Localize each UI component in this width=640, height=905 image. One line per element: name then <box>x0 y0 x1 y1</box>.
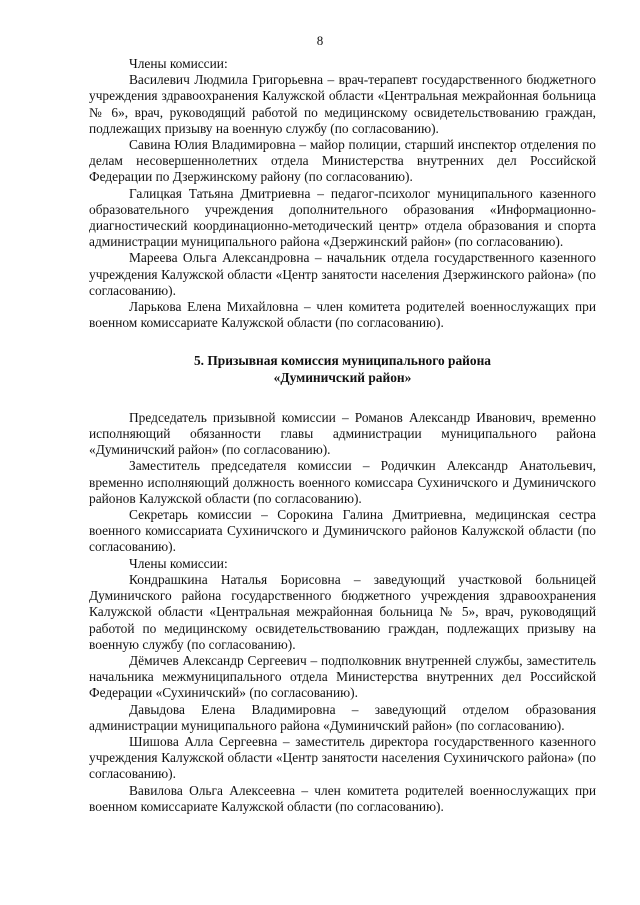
section-heading-line: «Думиничский район» <box>273 369 412 385</box>
chairman-paragraph: Председатель призывной комиссии – Романов Александр Иванович, временно исполняющий обязанности главы администрации муниципального района «Думиничский район» (по согласованию). <box>89 409 596 458</box>
section-heading-line: 5. Призывная комиссия муниципального района <box>193 353 491 369</box>
member-paragraph: Савина Юлия Владимировна – майор полиции, старший инспектор отделения по делам несовершеннолетних отдела Министерства внутренних дел Российской Федерации по Дзержинскому району (по согласованию). <box>89 137 596 185</box>
secretary-paragraph: Секретарь комиссии – Сорокина Галина Дмитриевна, медицинская сестра военного комиссариата Сухиничского и Думиничского районов Калужской области (по согласованию). <box>89 507 596 555</box>
members-label: Члены комиссии: <box>129 56 228 71</box>
section-heading <box>89 353 596 385</box>
member-paragraph: Шишова Алла Сергеевна – заместитель директора государственного казенного учреждения Калужской области «Центр занятости населения Сухиничского района» (по согласованию). <box>89 733 596 782</box>
document-body <box>89 56 596 815</box>
page-number: 8 <box>316 33 324 48</box>
member-paragraph: Василевич Людмила Григорьевна – врач-терапевт государственного бюджетного учреждения здравоохранения Калужской области «Центральная межрайонная больница № 6», врач, руководящий работой по медицинскому освидетельствованию граждан, подлежащих призыву на военную службу (по согласованию). <box>89 72 596 136</box>
member-paragraph: Давыдова Елена Владимировна – заведующий отделом образования администрации муниципального района «Думиничский район» (по согласованию). <box>89 701 596 733</box>
member-paragraph: Вавилова Ольга Алексеевна – член комитета родителей военнослужащих при военном комиссариате Калужской области (по согласованию). <box>89 782 596 814</box>
members-label: Члены комиссии: <box>129 555 228 571</box>
member-paragraph: Галицкая Татьяна Дмитриевна – педагог-психолог муниципального казенного образовательного учреждения дополнительного образования «Информационно-диагностический координационно-методический центр» отдела образования и спорта администрации муниципального района «Дзержинский район» (по согласованию). <box>89 185 596 250</box>
member-paragraph: Ларькова Елена Михайловна – член комитета родителей военнослужащих при военном комиссариате Калужской области (по согласованию). <box>89 299 596 331</box>
member-paragraph: Кондрашкина Наталья Борисовна – заведующий участковой больницей Думиничского района государственного бюджетного учреждения здравоохранения Калужской области «Центральная межрайонная больница № 5», врач, руководящий работой по медицинскому освидетельствованию граждан, подлежащих призыву на военную службу (по согласованию). <box>89 571 596 652</box>
member-paragraph: Дёмичев Александр Сергеевич – подполковник внутренней службы, заместитель начальника межмуниципального отдела Министерства внутренних дел Российской Федерации «Сухиничский» (по согласованию). <box>89 652 596 701</box>
member-paragraph: Мареева Ольга Александровна – начальник отдела государственного казенного учреждения Калужской области «Центр занятости населения Дзержинского района» (по согласованию). <box>89 250 596 298</box>
deputy-chairman-paragraph: Заместитель председателя комиссии – Родичкин Александр Анатольевич, временно исполняющий должность военного комиссара Сухиничского и Думиничского районов Калужской области (по согласованию). <box>89 458 596 506</box>
